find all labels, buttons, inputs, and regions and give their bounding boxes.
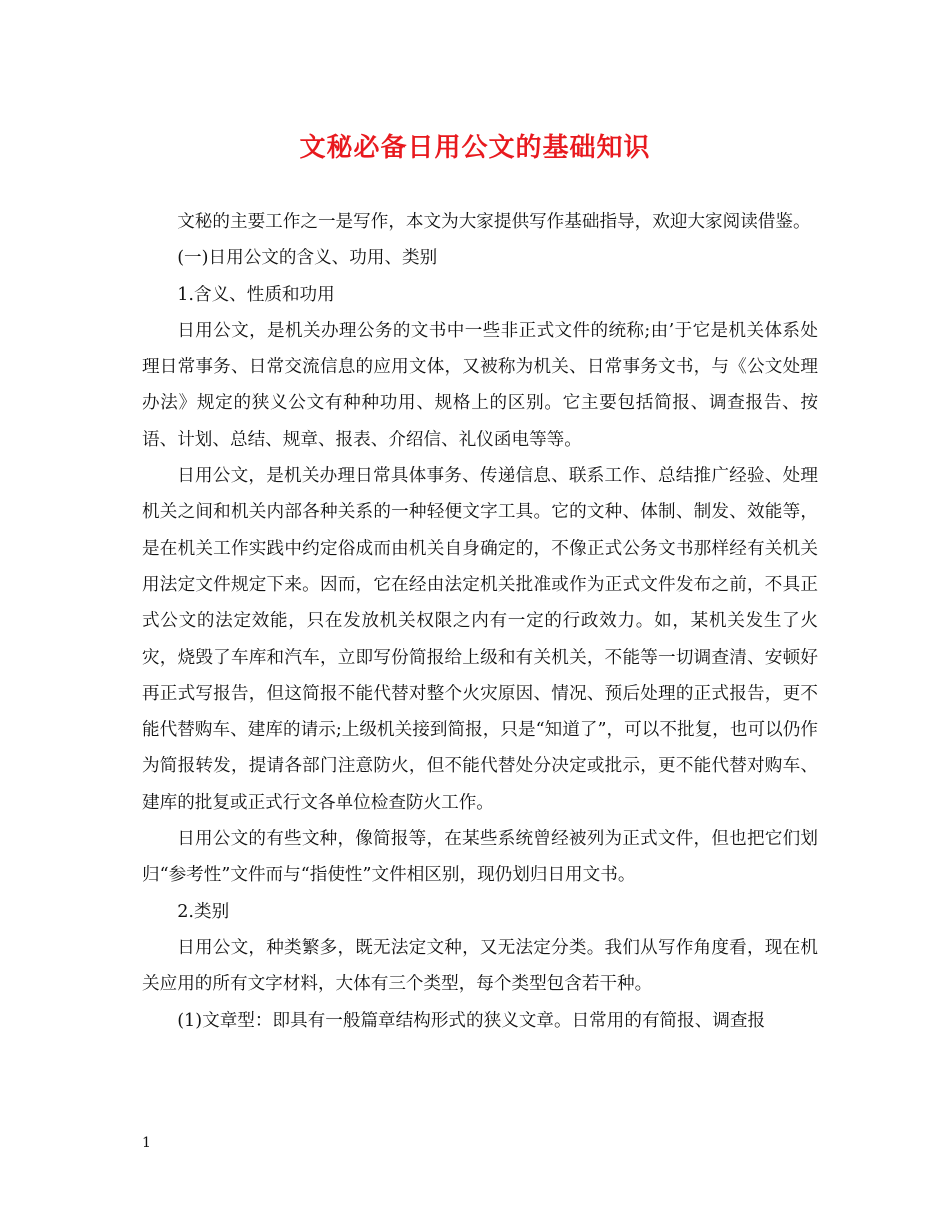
- document-title: 文秘必备日用公文的基础知识: [299, 133, 651, 163]
- subsection-heading-meaning: 1.含义、性质和功用: [177, 284, 335, 305]
- paragraph-definition: 日用公文，是机关办理公务的文书中一些非正式文件的统称;由’于它是机关体系处理日常事务、日常交流信息的应用文体，又被称为机关、日常事务文书，与《公文处理办法》规定的狭义公文有种种功用、规格上的区别。它主要包括简报、调查报告、按语、计划、总结、规章、报表、介绍信、礼仪函电等等。: [142, 320, 818, 450]
- subsection-heading-category: 2.类别: [177, 901, 230, 922]
- page-number: 1: [142, 1135, 151, 1151]
- section-heading-1: (一)日用公文的含义、功用、类别: [177, 248, 438, 269]
- paragraph-classification-note: 日用公文的有些文种，像简报等，在某些系统曾经被列为正式文件，但也把它们划归“参考性”文件而与“指使性”文件相区别，现仍划归日用文书。: [142, 829, 818, 886]
- document-body: [142, 204, 818, 1039]
- paragraph-intro: 文秘的主要工作之一是写作，本文为大家提供写作基础指导，欢迎大家阅读借鉴。: [177, 212, 811, 232]
- paragraph-article-type: (1)文章型：即具有一般篇章结构形式的狭义文章。日常用的有简报、调查报: [177, 1010, 766, 1031]
- paragraph-category-intro: 日用公文，种类繁多，既无法定文种，又无法定分类。我们从写作角度看，现在机关应用的所有文字材料，大体有三个类型，每个类型包含若干种。: [142, 937, 818, 995]
- paragraph-function: 日用公文，是机关办理日常具体事务、传递信息、联系工作、总结推广经验、处理机关之间和机关内部各种关系的一种轻便文字工具。它的文种、体制、制发、效能等，是在机关工作实践中约定俗成而由机关自身确定的，不像正式公务文书那样经有关机关用法定文件规定下来。因而，它在经由法定机关批准或作为正式文件发布之前，不具正式公文的法定效能，只在发放机关权限之内有一定的行政效力。如，某机关发生了火灾，烧毁了车库和汽车，立即写份简报给上级和有关机关，不能等一切调查清、安顿好再正式写报告，但这简报不能代替对整个火灾原因、情况、预后处理的正式报告，更不能代替购车、建库的请示;上级机关接到简报，只是“知道了”，可以不批复，也可以仍作为简报转发，提请各部门注意防火，但不能代替处分决定或批示，更不能代替对购车、建库的批复或正式行文各单位检查防火工作。: [142, 466, 818, 813]
